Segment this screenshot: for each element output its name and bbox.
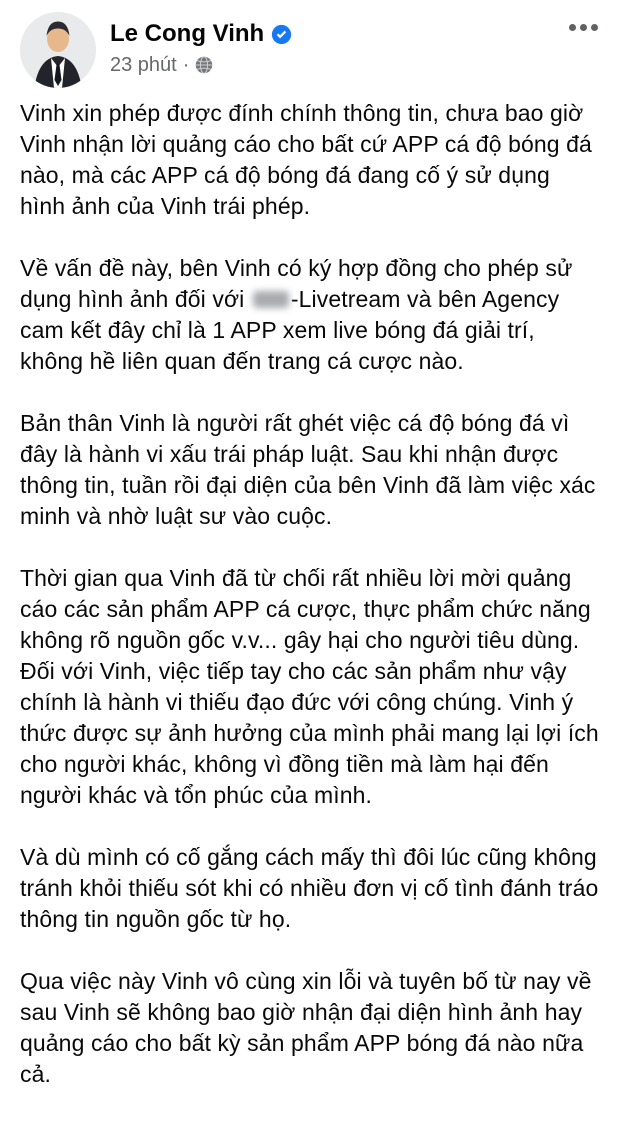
post-header-info	[110, 12, 292, 77]
more-options-button[interactable]	[565, 18, 602, 37]
meta-separator: ·	[182, 53, 190, 76]
timestamp[interactable]: 23 phút	[110, 53, 177, 76]
post-paragraph: Vinh xin phép được đính chính thông tin, chưa bao giờ Vinh nhận lời quảng cáo cho bất cứ APP cá độ bóng đá nào, mà các APP cá độ bóng đá đang cố ý sử dụng hình ảnh của Vinh trái phép.	[20, 100, 592, 219]
post-paragraph: Và dù mình có cố gắng cách mấy thì đôi lúc cũng không tránh khỏi thiếu sót khi có nhiều đơn vị cố tình đánh tráo thông tin nguồn gốc từ họ.	[20, 844, 599, 932]
post-paragraph: Qua việc này Vinh vô cùng xin lỗi và tuyên bố từ nay về sau Vinh sẽ không bao giờ nhận đại diện hình ảnh hay quảng cáo cho bất kỳ sản phẩm APP bóng đá nào nữa cả.	[20, 968, 592, 1087]
ellipsis-icon	[580, 24, 587, 31]
post-text: -Livetream và bên Agency cam kết đây chỉ là 1 APP xem live bóng đá giải trí, không hề liên quan đến trang cá cược nào.	[20, 286, 560, 374]
ellipsis-icon	[591, 24, 598, 31]
author-name[interactable]: Le Cong Vinh	[110, 20, 265, 47]
post-header	[0, 0, 620, 88]
avatar-portrait-image	[20, 12, 96, 88]
author-row	[110, 20, 292, 49]
verified-badge-icon	[271, 24, 292, 45]
post-paragraph: Thời gian qua Vinh đã từ chối rất nhiều lời mời quảng cáo các sản phẩm APP cá cược, thực phẩm chức năng không rõ nguồn gốc v.v... gây hại cho người tiêu dùng. Đối với Vinh, việc tiếp tay cho các sản phẩm như vậy chính là hành vi thiếu đạo đức với công chúng. Vinh ý thức được sự ảnh hưởng của mình phải mang lại lợi ích cho người khác, không vì đồng tiền mà làm hại đến người khác và tổn phúc của mình.	[20, 565, 599, 808]
profile-avatar[interactable]	[20, 12, 96, 88]
post-text: Về vấn đề này, bên Vinh có ký hợp đồng cho phép sử dụng hình ảnh đối với	[20, 255, 573, 312]
post-paragraph	[20, 253, 600, 377]
globe-privacy-icon	[195, 56, 213, 74]
post-meta-row	[110, 54, 292, 77]
ellipsis-icon	[569, 24, 576, 31]
post-body	[0, 88, 620, 1090]
post-paragraph: Bản thân Vinh là người rất ghét việc cá độ bóng đá vì đây là hành vi xấu trái pháp luật. Sau khi nhận được thông tin, tuần rồi đại diện của bên Vinh đã làm việc xác minh và nhờ luật sư vào cuộc.	[20, 410, 596, 529]
redacted-app-name	[253, 291, 289, 308]
